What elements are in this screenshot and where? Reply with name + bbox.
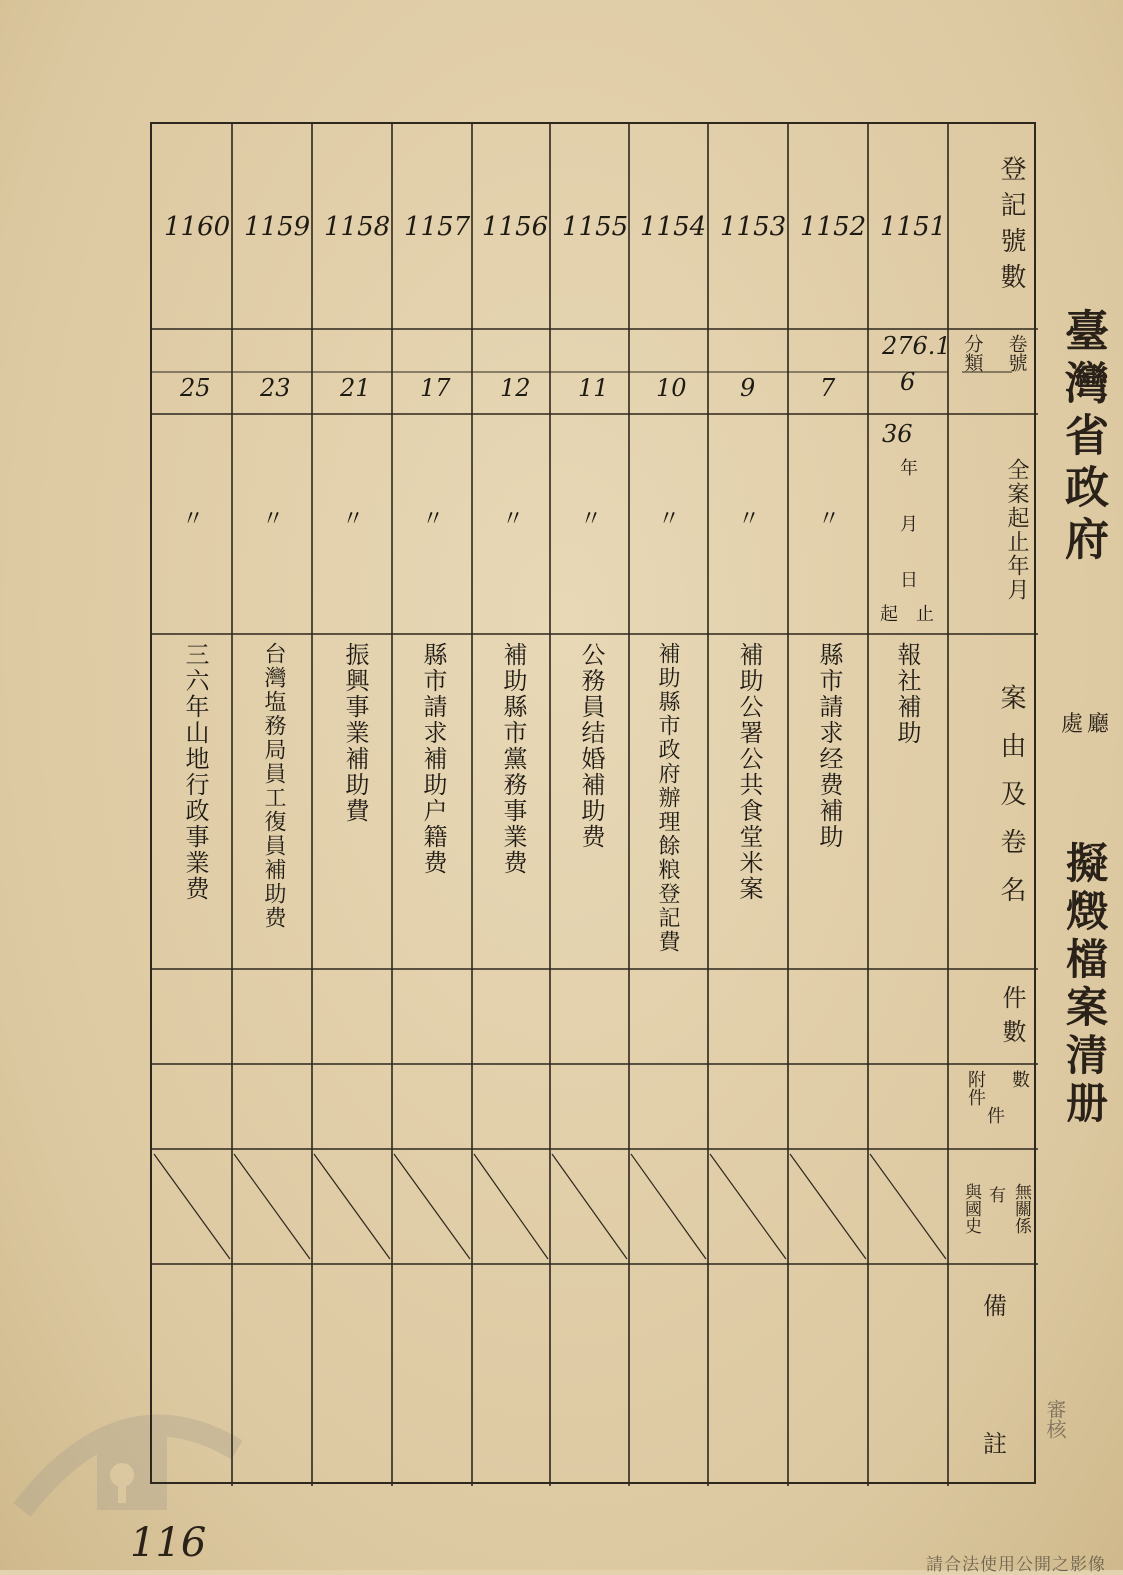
row-1160-register: 1160 (164, 212, 231, 242)
year-value: 36 (882, 420, 913, 448)
page-number: 116 (130, 1520, 207, 1566)
row-1155-class: 11 (578, 374, 609, 402)
row-1156-class: 12 (500, 374, 531, 402)
register-table (150, 122, 1067, 1484)
year-label: 年 (900, 458, 918, 479)
row-1158-date-ditto: 〃 (342, 507, 365, 532)
day-label: 日 (900, 570, 918, 591)
row-1160-date-ditto: 〃 (182, 507, 205, 532)
row-1154-register: 1154 (640, 212, 707, 242)
row-1153-class: 9 (740, 374, 756, 402)
header-attachment: 附件 (965, 1070, 986, 1106)
row-1157-subject: 縣市請求補助户籍费 (419, 642, 447, 876)
department-label-ting: 廳 (1087, 711, 1110, 737)
header-class-no: 分類 (961, 334, 984, 372)
row-1157-date-ditto: 〃 (422, 507, 445, 532)
header-relation-1: 無關係 (1011, 1182, 1031, 1234)
row-1159-register: 1159 (244, 212, 311, 242)
row-1151-register: 1151 (880, 212, 947, 242)
row-1159-date-ditto: 〃 (262, 507, 285, 532)
volume-value: 276.1 (882, 332, 951, 360)
header-volume-no: 卷號 (1005, 334, 1028, 372)
row-1160-subject: 三六年山地行政事業费 (181, 642, 209, 902)
row-1158-register: 1158 (324, 212, 391, 242)
header-register-no: 登記號數 (996, 154, 1026, 299)
row-1155-date-ditto: 〃 (580, 507, 603, 532)
month-label: 月 (900, 514, 918, 535)
remarks-stamp: 審核 (1043, 1399, 1067, 1439)
row-1154-class: 10 (656, 374, 687, 402)
department-label-chu: 處 (1060, 711, 1083, 737)
row-1160-class: 25 (180, 374, 211, 402)
header-subject: 案由及卷名 (996, 684, 1026, 924)
row-1154-subject: 補助縣市政府辦理餘粮登記費 (655, 642, 680, 954)
row-1158-class: 21 (340, 374, 371, 402)
row-1155-register: 1155 (562, 212, 629, 242)
start-label: 起 (880, 604, 898, 625)
header-relation-2: 有 (985, 1185, 1005, 1203)
document-subtitle: 擬燬檔案清册 (1060, 841, 1109, 1129)
row-1154-date-ditto: 〃 (658, 507, 681, 532)
header-remarks-2: 註 (983, 1430, 1007, 1458)
row-1152-class: 7 (820, 374, 836, 402)
row-1153-subject: 補助公署公共食堂米案 (735, 642, 763, 902)
header-count: 件數 (998, 984, 1026, 1053)
row-1152-register: 1152 (800, 212, 867, 242)
header-attach-side: 件 (984, 1106, 1005, 1124)
header-attach-count: 數 (1009, 1070, 1030, 1088)
class-value-first: 6 (900, 368, 916, 396)
department-labels (1052, 702, 1118, 742)
header-date-range: 全案起止年月 (1004, 458, 1029, 602)
row-1157-register: 1157 (404, 212, 471, 242)
row-1159-class: 23 (260, 374, 291, 402)
row-1156-date-ditto: 〃 (502, 507, 525, 532)
end-label: 止 (916, 604, 934, 625)
row-1156-subject: 補助縣市黨務事業费 (499, 642, 527, 876)
row-1151-subject: 報社補助 (893, 642, 921, 746)
header-remarks-1: 備 (983, 1292, 1007, 1320)
usage-credit: 請合法使用公開之影像 (926, 1555, 1106, 1575)
document-title: 臺灣省政府 (1057, 308, 1108, 568)
row-1153-register: 1153 (720, 212, 787, 242)
row-1156-register: 1156 (482, 212, 549, 242)
row-1158-subject: 振興事業補助費 (341, 642, 369, 824)
row-1152-subject: 縣市請求经费補助 (815, 642, 843, 850)
row-1155-subject: 公務員结婚補助费 (577, 642, 605, 850)
row-1153-date-ditto: 〃 (738, 507, 761, 532)
row-1157-class: 17 (420, 374, 451, 402)
row-1159-subject: 台灣塩務局員工復員補助费 (261, 642, 286, 930)
row-1152-date-ditto: 〃 (818, 507, 841, 532)
header-relation-3: 與國史 (961, 1182, 981, 1234)
